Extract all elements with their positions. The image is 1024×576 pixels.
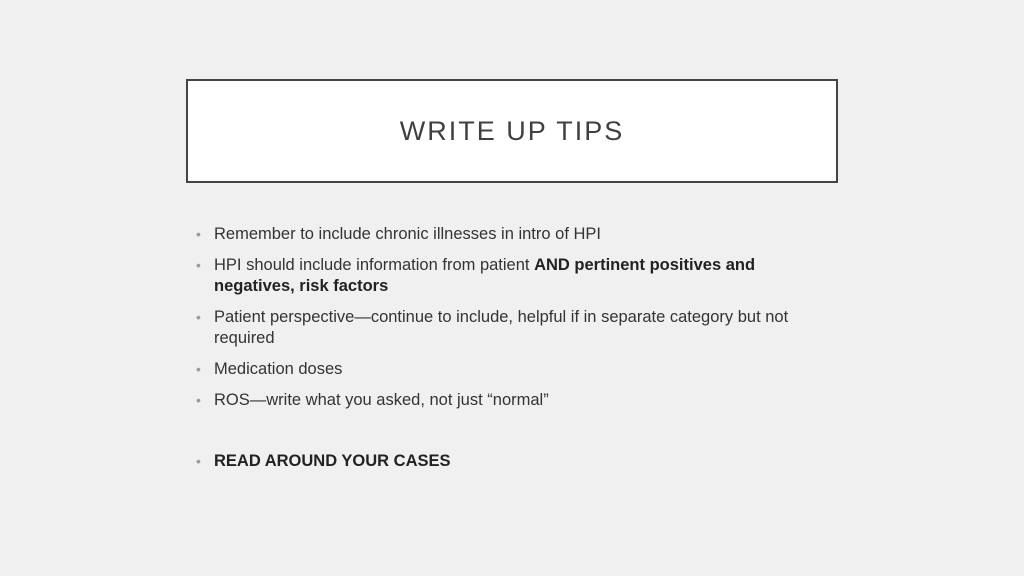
bullet-list [196,224,836,482]
bullet-marker: • [196,392,201,408]
bullet-text: Remember to include chronic illnesses in intro of HPI [214,225,602,243]
bullet-text: Patient perspective—continue to include, helpful if in separate category but not required [214,308,789,347]
bullet-text: ROS—write what you asked, not just “normal” [214,391,549,409]
bullet-item [196,307,836,349]
bullet-item [196,359,836,380]
bullet-marker: • [196,257,201,273]
bullet-text: Medication doses [214,360,343,378]
bullet-item [196,255,836,297]
slide-title: WRITE UP TIPS [399,115,625,146]
bullet-text: HPI should include information from patient [214,256,535,274]
bullet-marker: • [196,361,201,377]
bullet-item [196,390,836,411]
bullet-marker: • [196,453,201,469]
bullet-bold-text: AND pertinent positives and negatives, risk factors [214,256,756,295]
title-box [186,79,838,183]
bullet-item [196,224,836,245]
bullet-bold-text: READ AROUND YOUR CASES [214,452,451,470]
bullet-marker: • [196,309,201,325]
bullet-marker: • [196,226,201,242]
bullet-item [196,451,836,472]
